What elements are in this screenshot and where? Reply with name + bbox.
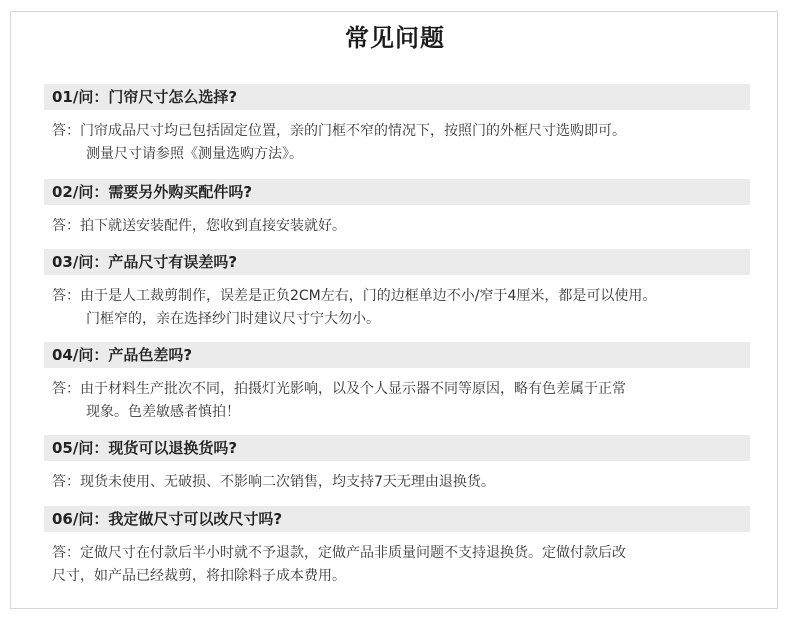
faq-question-1: 01/问：门帘尺寸怎么选择? (44, 84, 750, 110)
title-wrap (0, 22, 790, 54)
faq-question-4: 04/问：产品色差吗? (44, 342, 750, 368)
faq-answer-6-line-1: 答：定做尺寸在付款后半小时就不予退款，定做产品非质量问题不支持退换货。定做付款后改 (52, 545, 626, 561)
faq-answer-6-line-2: 尺寸，如产品已经裁剪，将扣除料子成本费用。 (52, 568, 346, 584)
faq-answer-3-line-1: 答：由于是人工裁剪制作，误差是正负2CM左右，门的边框单边不小/窄于4厘米，都是可以使用。 (52, 288, 657, 304)
faq-answer-1 (52, 120, 756, 166)
page-title: 常见问题 (335, 22, 455, 54)
faq-question-2: 02/问：需要另外购买配件吗? (44, 179, 750, 205)
faq-question-6: 06/问：我定做尺寸可以改尺寸吗? (44, 506, 750, 532)
faq-answer-3-line-2: 门框窄的，亲在选择纱门时建议尺寸宁大勿小。 (86, 311, 380, 327)
faq-answer-2 (52, 215, 756, 238)
faq-answer-4-line-1: 答：由于材料生产批次不同，拍摄灯光影响，以及个人显示器不同等原因，略有色差属于正常 (52, 381, 626, 397)
faq-answer-1-line-1: 答：门帘成品尺寸均已包括固定位置，亲的门框不窄的情况下，按照门的外框尺寸选购即可。 (52, 123, 626, 139)
faq-answer-6 (52, 542, 756, 588)
faq-answer-5 (52, 471, 756, 494)
faq-question-3: 03/问：产品尺寸有误差吗? (44, 249, 750, 275)
faq-question-5: 05/问：现货可以退换货吗? (44, 435, 750, 461)
faq-answer-3 (52, 285, 756, 331)
faq-answer-4-line-2: 现象。色差敏感者慎拍！ (86, 404, 240, 420)
faq-answer-1-line-2: 测量尺寸请参照《测量选购方法》。 (86, 146, 303, 162)
faq-answer-2-line-1: 答：拍下就送安装配件，您收到直接安装就好。 (52, 218, 346, 234)
faq-answer-4 (52, 378, 756, 424)
faq-answer-5-line-1: 答：现货未使用、无破损、不影响二次销售，均支持7天无理由退换货。 (52, 474, 495, 490)
